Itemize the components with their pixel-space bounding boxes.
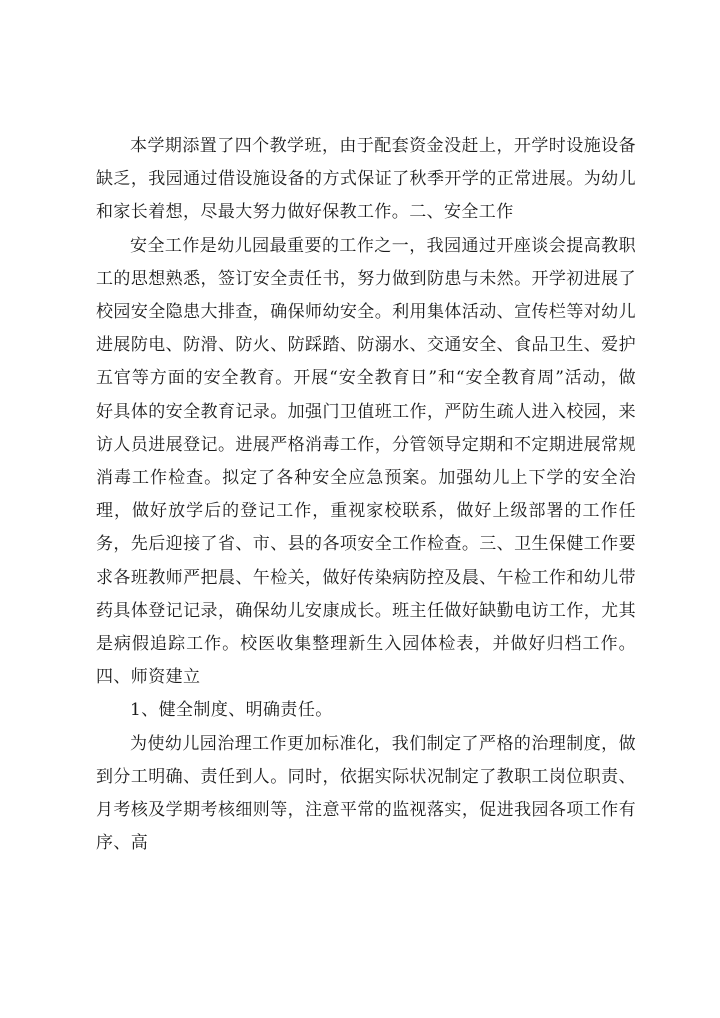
paragraph-heading-system: 1、健全制度、明确责任。	[130, 700, 333, 721]
paragraph-management-rules: 为使幼儿园治理工作更加标准化，我们制定了严格的治理制度，做到分工明确、责任到人。同时，依据实际状况制定了教职工岗位职责、月考核及学期考核细则等，注意平常的监视落实，促进我园各项工作有序、高	[96, 733, 636, 854]
body-text	[96, 130, 636, 860]
paragraph-enrollment: 本学期添置了四个教学班，由于配套资金没赶上，开学时设施设备缺乏，我园通过借设施设备的方式保证了秋季开学的正常进展。为幼儿和家长着想，尽最大努力做好保教工作。二、安全工作	[96, 136, 636, 223]
paragraph-safety-work: 安全工作是幼儿园最重要的工作之一，我园通过开座谈会提高教职工的思想熟悉，签订安全责任书，努力做到防患与未然。开学初进展了校园安全隐患大排查，确保师幼安全。利用集体活动、宣传栏等对幼儿进展防电、防滑、防火、防踩踏、防溺水、交通安全、食品卫生、爱护五官等方面的安全教育。开展“安全教育日”和“安全教育周”活动，做好具体的安全教育记录。加强门卫值班工作，严防生疏人进入校园，来访人员进展登记。进展严格消毒工作，分管领导定期和不定期进展常规消毒工作检查。拟定了各种安全应急预案。加强幼儿上下学的安全治理，做好放学后的登记工作，重视家校联系，做好上级部署的工作任务，先后迎接了省、市、县的各项安全工作检查。三、卫生保健工作要求各班教师严把晨、午检关，做好传染病防控及晨、午检工作和幼儿带药具体登记记录，确保幼儿安康成长。班主任做好缺勤电访工作，尤其是病假追踪工作。校医收集整理新生入园体检表，并做好归档工作。四、师资建立	[96, 235, 636, 688]
